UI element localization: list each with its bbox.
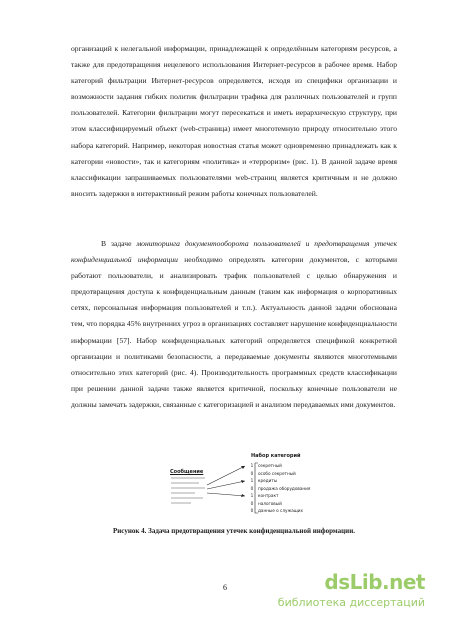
paragraph-internet-filtering	[71, 41, 397, 202]
category-item	[246, 477, 310, 485]
category-label: продажа оборудования	[258, 485, 311, 491]
category-label: контракт	[258, 493, 279, 498]
category-item	[246, 485, 310, 493]
category-item	[246, 470, 310, 478]
category-flag: 1	[250, 463, 254, 468]
arrow-heads	[241, 466, 245, 497]
categories-title: Набор категорий	[251, 453, 301, 459]
category-label: особо секретный	[258, 470, 296, 476]
paragraph-text: организаций к нелегальной информации, принадлежащей к определённым категориям ресурсов, а также для предотвращения нецелевого использования Интернет-ресурсов в рабочее время. Набор категорий фильтрации Интернет-ресурсов определяется, исходя из специфики организации и возможности задания гибких политик фильтрации трафика для различных пользователей и групп пользователей. Категории фильтрации могут пересекаться и иметь иерархическую структуру, при этом классифицируемый объект (web-страница) имеет многотемную природу относительно этого набора категорий. Например, некоторая новостная статья может одновременно принадлежать как к категории «новости», так и категориям «политика» и «терроризм» (рис. 1). В данной задаче время классификации запрашиваемых пользователями web-страниц является критичным и не должно вносить задержки в интерактивный режим работы конечных пользователей.	[71, 44, 397, 198]
classification-arrows	[207, 466, 245, 496]
category-flag: 1	[250, 478, 254, 483]
category-item	[246, 492, 310, 500]
category-item	[246, 507, 310, 515]
category-label: кредиты	[258, 478, 278, 483]
message-label: Сообщение	[170, 469, 204, 475]
emphasized-text: мониторинга документооборота пользователей и предотвращения утечек конфиденциальной информации	[71, 239, 398, 265]
category-label: данные о служащих	[258, 508, 303, 513]
paragraph-leak-prevention	[71, 236, 397, 413]
category-flag: 0	[250, 485, 254, 491]
category-item	[246, 500, 310, 508]
category-item	[246, 462, 310, 470]
paragraph-text: В задаче	[101, 239, 137, 248]
watermark-tagline: библиотека диссертаций	[277, 596, 425, 609]
paragraph-text: необходимо определять категории документов, с которыми работают пользователи, и анализировать трафик пользователей с целью обнаружения и предотвращения доступа к конфиденциальным данным (таким как информация о корпоративных сетях, персональная информация пользователей и т.п.). Актуальность данной задачи обоснована тем, что порядка 45% внутренних угроз в организациях составляет нарушение конфиденциальности информации [57]. Набор конфиденциальных категорий определяется спецификой конкретной организации и политиками безопасности, а передаваемые документы являются многотемными относительно этих категорий (рис. 4). Производительность программных средств классификации при решении данной задачи также является критичной, поскольку конечные пользователи не должны замечать задержки, связанные с категоризацией и анализом передаваемых ими документов.	[71, 255, 398, 409]
category-list	[246, 462, 310, 515]
figure-caption: Рисунок 4. Задача предотвращения утечек конфиденциальной информации.	[113, 527, 355, 535]
category-flag: 0	[250, 508, 254, 513]
category-label: налоговый	[258, 500, 282, 506]
watermark-logo[interactable]: dsLib.net	[324, 570, 425, 594]
category-label: секретный	[258, 463, 282, 468]
message-document-icon	[171, 478, 205, 503]
page-number: 6	[223, 583, 227, 592]
category-flag: 0	[250, 470, 254, 476]
category-flag: 1	[250, 493, 254, 498]
category-flag: 0	[250, 500, 254, 506]
